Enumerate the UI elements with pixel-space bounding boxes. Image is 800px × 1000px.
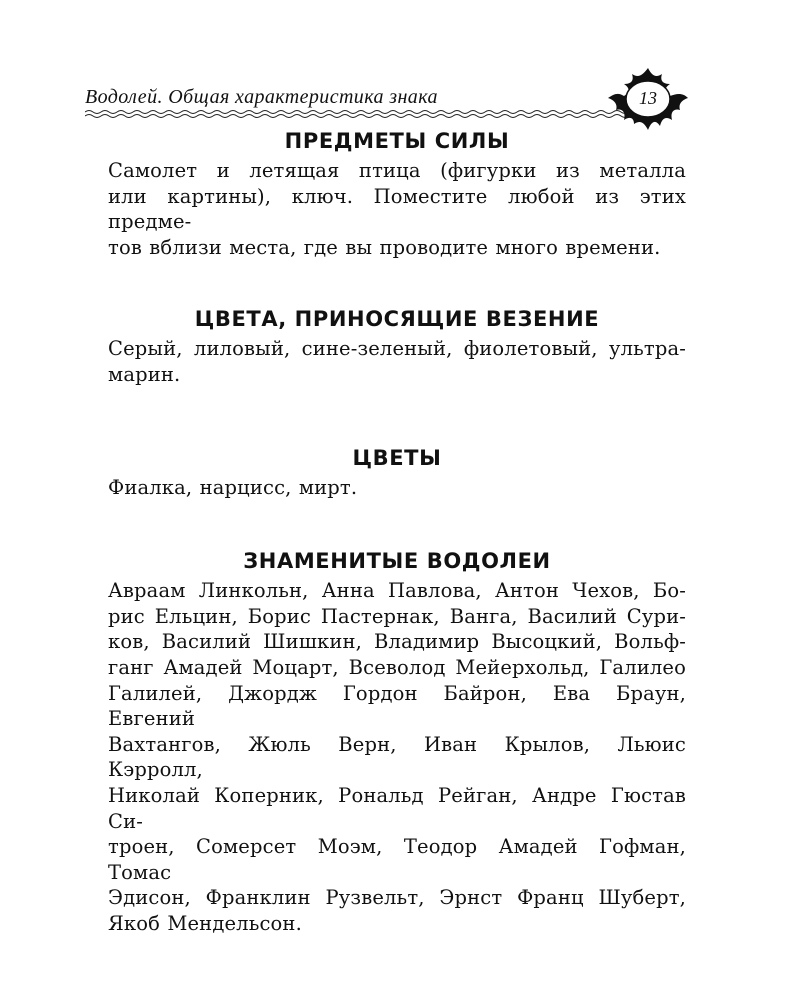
page-number: 13 bbox=[639, 88, 657, 108]
section-paragraph bbox=[108, 578, 686, 936]
text-line: троен, Сомерсет Моэм, Теодор Амадей Гофман, Томас bbox=[108, 835, 686, 884]
text-line: тов вблизи места, где вы проводите много времени. bbox=[108, 235, 661, 259]
section-heading: ПРЕДМЕТЫ СИЛЫ bbox=[284, 129, 510, 153]
text-line: Якоб Мендельсон. bbox=[108, 911, 302, 935]
text-line: Авраам Линкольн, Анна Павлова, Антон Чехов, Бо- bbox=[108, 579, 686, 603]
text-line: ганг Амадей Моцарт, Всеволод Мейерхольд, Галилео bbox=[108, 655, 686, 679]
section-heading: ЦВЕТЫ bbox=[352, 445, 442, 470]
text-line: рис Ельцин, Борис Пастернак, Ванга, Василий Сури- bbox=[108, 604, 686, 628]
text-line: Николай Коперник, Рональд Рейган, Андре Гюстав Си- bbox=[108, 783, 686, 833]
text-line: Самолет и летящая птица (фигурки из металла bbox=[108, 159, 686, 182]
text-line: марин. bbox=[108, 362, 181, 386]
section-paragraph bbox=[108, 475, 686, 501]
text-line: Галилей, Джордж Гордон Байрон, Ева Браун, Евгений bbox=[108, 681, 686, 731]
text-line: Фиалка, нарцисс, мирт. bbox=[108, 475, 358, 499]
section-heading: ЗНАМЕНИТЫЕ ВОДОЛЕИ bbox=[243, 549, 551, 574]
section-paragraph bbox=[108, 158, 686, 260]
page-body bbox=[108, 126, 686, 936]
text-line: ков, Василий Шишкин, Владимир Высоцкий, Вольф- bbox=[108, 630, 686, 654]
text-line: Вахтангов, Жюль Верн, Иван Крылов, Льюис Кэрролл, bbox=[108, 732, 686, 782]
wavy-rule bbox=[85, 108, 630, 120]
section-heading: ЦВЕТА, ПРИНОСЯЩИЕ ВЕЗЕНИЕ bbox=[194, 307, 600, 332]
section-paragraph bbox=[108, 336, 686, 387]
text-line: или картины), ключ. Поместите любой из этих предме- bbox=[108, 184, 686, 234]
text-line: Серый, лиловый, сине-зеленый, фиолетовый, ультра- bbox=[108, 337, 686, 361]
text-line: Эдисон, Франклин Рузвельт, Эрнст Франц Шуберт, bbox=[108, 886, 686, 910]
running-title: Водолей. Общая характеристика знака bbox=[85, 86, 438, 108]
